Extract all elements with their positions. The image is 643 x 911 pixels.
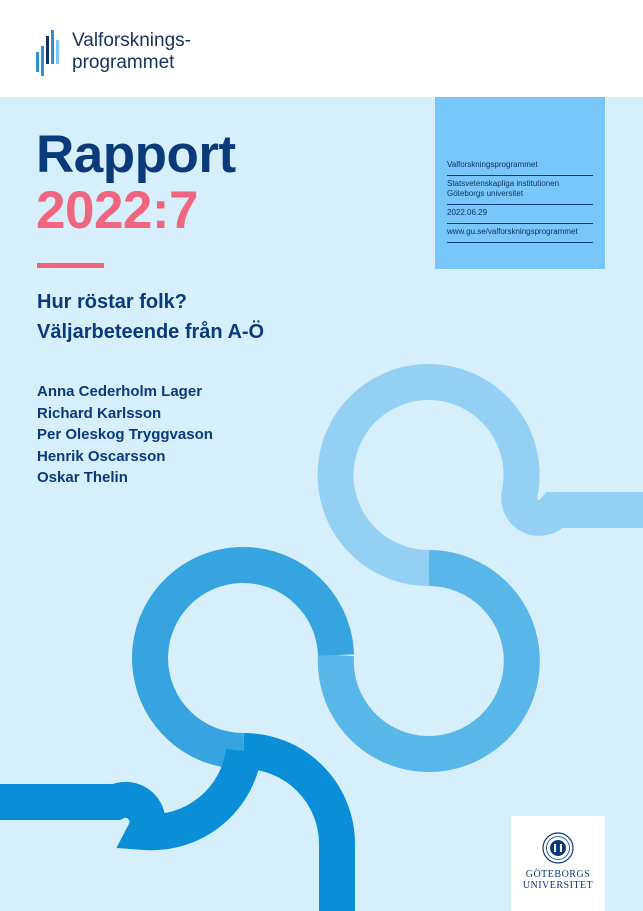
bar-chart-logo-icon — [36, 30, 62, 78]
author-name: Henrik Oscarsson — [37, 447, 166, 465]
subtitle-line2: Väljarbeteende från A-Ö — [37, 321, 265, 343]
info-date: 2022.06.29 — [447, 205, 593, 224]
university-name — [511, 869, 605, 891]
valforskningsprogrammet-logo — [36, 30, 191, 78]
university-seal-icon — [542, 832, 574, 864]
cover-panel — [0, 97, 643, 911]
university-name-line2: UNIVERSITET — [522, 880, 594, 891]
author-name: Oskar Thelin — [37, 469, 128, 486]
author-name: Per Oleskog Tryggvason — [37, 426, 213, 443]
page-header — [0, 0, 643, 97]
logo-text-line2: programmet — [72, 52, 175, 73]
info-institution-line2: Göteborgs universitet — [447, 189, 524, 198]
publication-info-box — [435, 97, 605, 269]
info-institution — [447, 176, 593, 205]
university-logo — [511, 816, 605, 911]
info-institution-line1: Statsvetenskapliga institutionen — [447, 179, 560, 188]
logo-wordmark — [72, 30, 191, 74]
info-program: Valforskningsprogrammet — [447, 157, 593, 176]
author-name: Richard Karlsson — [37, 404, 162, 422]
author-name: Anna Cederholm Lager — [37, 383, 203, 400]
university-name-line1: GÖTEBORGS — [525, 869, 591, 880]
report-number: 2022:7 — [36, 181, 199, 240]
subtitle-line1: Hur röstar folk? — [37, 291, 188, 313]
author-list — [37, 381, 213, 489]
logo-text-line1: Valforsknings- — [72, 30, 191, 51]
accent-divider — [37, 263, 104, 268]
info-url[interactable]: www.gu.se/valforskningsprogrammet — [447, 224, 593, 243]
report-label: Rapport — [36, 125, 236, 184]
report-subtitle — [37, 287, 264, 347]
